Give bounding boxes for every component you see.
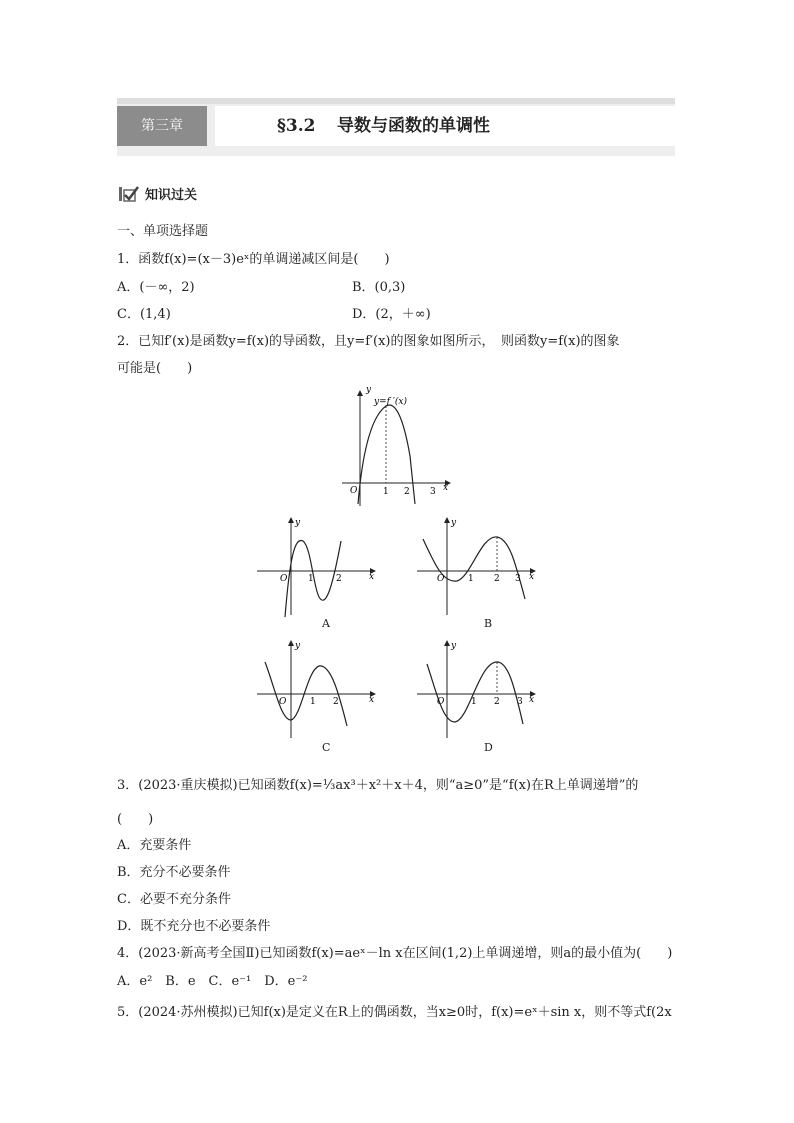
section-number: §3.2	[277, 116, 316, 136]
q1-option-a: A．(－∞，2)	[117, 280, 195, 295]
y-axis-label: y	[366, 386, 372, 395]
tick-label: 3	[430, 487, 436, 497]
tick-label: 2	[336, 574, 342, 584]
section-heading	[119, 184, 197, 203]
curve-label: y=f ′(x)	[374, 397, 407, 407]
q3-option-c: C．必要不充分条件	[117, 892, 231, 907]
option-b-graph	[415, 515, 540, 620]
q5-stem: 5．(2024·苏州模拟)已知f(x)是定义在R上的偶函数，当x≥0时，f(x)=eˣ＋sin x，则不等式f(2x	[117, 1005, 672, 1020]
q1-option-b: B．(0,3)	[352, 280, 406, 295]
q4-stem: 4．(2023·新高考全国Ⅱ)已知函数f(x)=aeˣ－ln x在区间(1,2)上单调递增，则a的最小值为( )	[117, 946, 673, 961]
tick-label: 2	[494, 574, 500, 584]
option-b-curve	[423, 537, 525, 599]
tick-label: 1	[310, 697, 316, 707]
option-a-label: A	[322, 617, 330, 630]
tick-label: 2	[333, 697, 339, 707]
q3-stem-line2: ( )	[117, 812, 154, 827]
origin-label: O	[350, 486, 358, 496]
y-axis-label: y	[451, 641, 457, 651]
option-c-label: C	[322, 741, 331, 754]
tick-label: 3	[517, 697, 523, 707]
tick-label: 1	[468, 574, 474, 584]
q2-stem-line1: 2．已知f′(x)是函数y=f(x)的导函数，且y=f′(x)的图象如图所示， 则函数y=f(x)的图象	[117, 334, 620, 349]
origin-label: O	[279, 697, 287, 707]
x-axis-label: x	[529, 695, 535, 705]
x-axis-label: x	[529, 572, 535, 582]
chapter-tab: 第三章	[117, 106, 207, 146]
tick-label: 1	[383, 487, 389, 497]
q4-options: A．e² B．e C．e⁻¹ D．e⁻²	[117, 974, 308, 989]
q3-option-a: A．充要条件	[117, 838, 192, 853]
x-axis-label: x	[369, 695, 375, 705]
origin-label: O	[280, 574, 288, 584]
x-axis-label: x	[369, 572, 375, 582]
q1-option-c: C．(1,4)	[117, 307, 171, 322]
derivative-graph	[340, 386, 455, 511]
section-title: 导数与函数的单调性	[337, 116, 490, 136]
checkmark-icon	[119, 186, 139, 202]
option-d-label: D	[484, 741, 493, 754]
y-axis-label: y	[295, 641, 301, 651]
header-topline	[117, 98, 675, 104]
q3-stem-line1: 3．(2023·重庆模拟)已知函数f(x)=⅓ax³＋x²＋x＋4，则“a≥0”是“f(x)在R上单调递增”的	[117, 778, 639, 793]
page-title	[215, 106, 675, 146]
origin-label: O	[437, 697, 445, 707]
tick-label: 1	[308, 574, 314, 584]
option-c-graph	[255, 638, 380, 743]
option-d-curve	[427, 662, 523, 724]
part-heading: 一、单项选择题	[117, 224, 209, 239]
tick-label: 1	[471, 697, 477, 707]
section-heading-text: 知识过关	[145, 188, 198, 203]
q1-stem: 1．函数f(x)=(x－3)eˣ的单调递减区间是( )	[117, 252, 390, 267]
q1-option-d: D．(2，＋∞)	[352, 307, 431, 322]
option-a-graph	[255, 515, 380, 620]
q2-stem-line2: 可能是( )	[117, 361, 193, 376]
q3-option-d: D．既不充分也不必要条件	[117, 919, 271, 934]
tick-label: 2	[404, 487, 410, 497]
origin-label: O	[437, 574, 445, 584]
q3-option-b: B．充分不必要条件	[117, 865, 231, 880]
y-axis-label: y	[451, 518, 457, 528]
y-axis-label: y	[295, 518, 301, 528]
option-d-graph	[415, 638, 540, 743]
tick-label: 3	[515, 574, 521, 584]
tick-label: 2	[494, 697, 500, 707]
x-axis-label: x	[443, 483, 449, 493]
option-b-label: B	[484, 617, 493, 630]
